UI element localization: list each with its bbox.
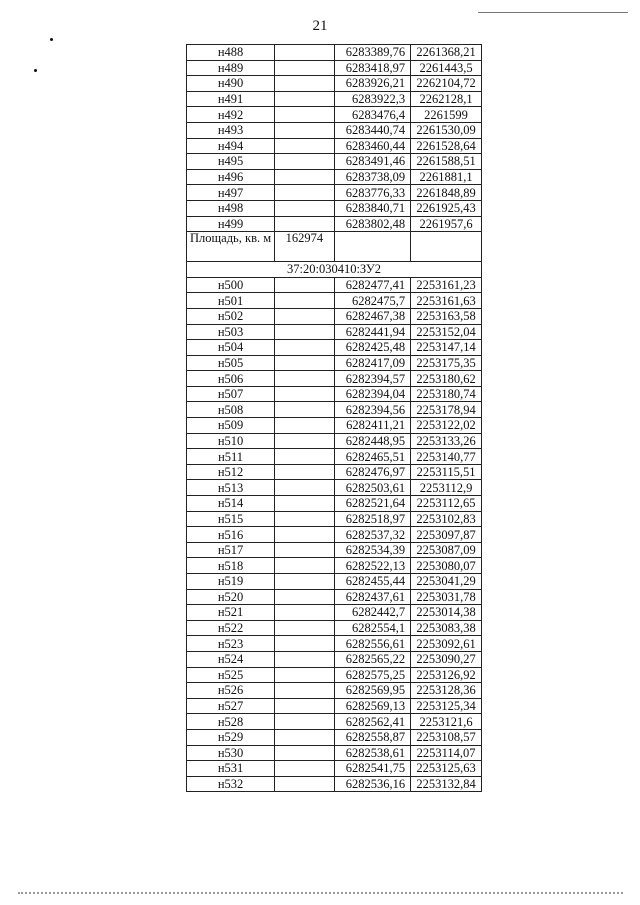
point-id: н509 (187, 418, 275, 434)
point-id: н525 (187, 667, 275, 683)
point-id: н523 (187, 636, 275, 652)
empty-cell (275, 511, 335, 527)
x-coordinate: 6282394,04 (334, 386, 410, 402)
table-row (187, 745, 482, 761)
empty-cell (275, 185, 335, 201)
y-coordinate: 2261881,1 (411, 169, 482, 185)
empty-cell (275, 340, 335, 356)
point-id: н512 (187, 464, 275, 480)
table-row (187, 651, 482, 667)
table-row (187, 558, 482, 574)
x-coordinate: 6283418,97 (334, 60, 410, 76)
point-id: н493 (187, 122, 275, 138)
x-coordinate: 6282518,97 (334, 511, 410, 527)
empty-cell (275, 60, 335, 76)
empty-cell (275, 542, 335, 558)
y-coordinate: 2261528,64 (411, 138, 482, 154)
x-coordinate: 6282455,44 (334, 574, 410, 590)
y-coordinate: 2253133,26 (411, 433, 482, 449)
table-row (187, 107, 482, 123)
x-coordinate: 6283776,33 (334, 185, 410, 201)
y-coordinate: 2262128,1 (411, 91, 482, 107)
table-row (187, 620, 482, 636)
table-row (187, 324, 482, 340)
bottom-edge-line (18, 892, 623, 894)
point-id: н513 (187, 480, 275, 496)
y-coordinate: 2253140,77 (411, 449, 482, 465)
table-row (187, 138, 482, 154)
table-row (187, 698, 482, 714)
x-coordinate: 6283802,48 (334, 216, 410, 232)
point-id: н524 (187, 651, 275, 667)
x-coordinate: 6282562,41 (334, 714, 410, 730)
y-coordinate: 2253092,61 (411, 636, 482, 652)
x-coordinate: 6283922,3 (334, 91, 410, 107)
point-id: н496 (187, 169, 275, 185)
point-id: н502 (187, 308, 275, 324)
empty-cell (275, 558, 335, 574)
section-title: 37:20:030410:ЗУ2 (187, 262, 482, 278)
empty-cell (275, 449, 335, 465)
point-id: н510 (187, 433, 275, 449)
y-coordinate: 2262104,72 (411, 76, 482, 92)
y-coordinate: 2253097,87 (411, 527, 482, 543)
point-id: н498 (187, 200, 275, 216)
empty-cell (275, 169, 335, 185)
empty-cell (275, 667, 335, 683)
point-id: н494 (187, 138, 275, 154)
table-row (187, 574, 482, 590)
point-id: н532 (187, 776, 275, 792)
point-id: н501 (187, 293, 275, 309)
x-coordinate: 6283476,4 (334, 107, 410, 123)
y-coordinate: 2253147,14 (411, 340, 482, 356)
empty-cell (275, 293, 335, 309)
table-row (187, 200, 482, 216)
x-coordinate: 6282475,7 (334, 293, 410, 309)
y-coordinate: 2253112,65 (411, 496, 482, 512)
x-coordinate: 6282437,61 (334, 589, 410, 605)
table-row (187, 402, 482, 418)
section-header-row (187, 262, 482, 278)
empty-cell (275, 91, 335, 107)
point-id: н515 (187, 511, 275, 527)
table-row (187, 293, 482, 309)
x-coordinate: 6282394,57 (334, 371, 410, 387)
empty-cell (275, 527, 335, 543)
x-coordinate: 6282521,64 (334, 496, 410, 512)
x-coordinate: 6283460,44 (334, 138, 410, 154)
x-coordinate: 6282565,22 (334, 651, 410, 667)
point-id: н506 (187, 371, 275, 387)
empty-cell (275, 433, 335, 449)
y-coordinate: 2261848,89 (411, 185, 482, 201)
point-id: н529 (187, 729, 275, 745)
empty-cell (275, 636, 335, 652)
table-row (187, 683, 482, 699)
y-coordinate: 2253126,92 (411, 667, 482, 683)
table-row (187, 464, 482, 480)
empty-cell (275, 277, 335, 293)
y-coordinate: 2253175,35 (411, 355, 482, 371)
table-row (187, 433, 482, 449)
table-row (187, 122, 482, 138)
x-coordinate: 6283840,71 (334, 200, 410, 216)
y-coordinate: 2253180,74 (411, 386, 482, 402)
empty-cell (275, 480, 335, 496)
table-row (187, 589, 482, 605)
x-coordinate: 6282575,25 (334, 667, 410, 683)
top-edge-line (478, 12, 628, 13)
y-coordinate: 2253161,23 (411, 277, 482, 293)
y-coordinate: 2253163,58 (411, 308, 482, 324)
point-id: н508 (187, 402, 275, 418)
y-coordinate: 2253031,78 (411, 589, 482, 605)
empty-cell (275, 683, 335, 699)
empty-cell (275, 418, 335, 434)
x-coordinate: 6282465,51 (334, 449, 410, 465)
y-coordinate: 2253125,34 (411, 698, 482, 714)
x-coordinate: 6282467,38 (334, 308, 410, 324)
x-coordinate: 6282558,87 (334, 729, 410, 745)
y-coordinate: 2253121,6 (411, 714, 482, 730)
x-coordinate: 6283491,46 (334, 154, 410, 170)
y-coordinate: 2253112,9 (411, 480, 482, 496)
y-coordinate: 2253014,38 (411, 605, 482, 621)
table-row (187, 91, 482, 107)
x-coordinate: 6282477,41 (334, 277, 410, 293)
table-row (187, 154, 482, 170)
x-coordinate: 6282538,61 (334, 745, 410, 761)
empty-cell (275, 154, 335, 170)
area-row (187, 232, 482, 262)
empty-cell (275, 122, 335, 138)
y-coordinate: 2261588,51 (411, 154, 482, 170)
y-coordinate: 2253152,04 (411, 324, 482, 340)
table-row (187, 714, 482, 730)
x-coordinate: 6283440,74 (334, 122, 410, 138)
point-id: н526 (187, 683, 275, 699)
empty-cell (275, 496, 335, 512)
empty-cell (275, 761, 335, 777)
point-id: н530 (187, 745, 275, 761)
x-coordinate: 6282556,61 (334, 636, 410, 652)
page-number: 21 (312, 18, 328, 34)
x-coordinate: 6282541,75 (334, 761, 410, 777)
empty-cell (275, 355, 335, 371)
x-coordinate: 6282476,97 (334, 464, 410, 480)
x-coordinate: 6282534,39 (334, 542, 410, 558)
y-coordinate: 2261925,43 (411, 200, 482, 216)
x-coordinate: 6282425,48 (334, 340, 410, 356)
table-row (187, 340, 482, 356)
empty-cell (275, 776, 335, 792)
table-row (187, 449, 482, 465)
x-coordinate: 6282394,56 (334, 402, 410, 418)
x-coordinate: 6282441,94 (334, 324, 410, 340)
y-coordinate: 2253125,63 (411, 761, 482, 777)
empty-cell (275, 200, 335, 216)
x-coordinate: 6282442,7 (334, 605, 410, 621)
area-label: Площадь, кв. м (187, 232, 275, 262)
area-empty-cell (334, 232, 410, 262)
y-coordinate: 2253087,09 (411, 542, 482, 558)
point-id: н519 (187, 574, 275, 590)
y-coordinate: 2253128,36 (411, 683, 482, 699)
point-id: н495 (187, 154, 275, 170)
x-coordinate: 6282537,32 (334, 527, 410, 543)
empty-cell (275, 714, 335, 730)
y-coordinate: 2253122,02 (411, 418, 482, 434)
point-id: н520 (187, 589, 275, 605)
point-id: н518 (187, 558, 275, 574)
table-row (187, 60, 482, 76)
point-id: н514 (187, 496, 275, 512)
x-coordinate: 6282569,95 (334, 683, 410, 699)
y-coordinate: 2253083,38 (411, 620, 482, 636)
point-id: н505 (187, 355, 275, 371)
y-coordinate: 2261443,5 (411, 60, 482, 76)
point-id: н504 (187, 340, 275, 356)
area-value: 162974 (275, 232, 335, 262)
y-coordinate: 2253041,29 (411, 574, 482, 590)
empty-cell (275, 216, 335, 232)
margin-mark (34, 69, 37, 72)
y-coordinate: 2253108,57 (411, 729, 482, 745)
empty-cell (275, 729, 335, 745)
empty-cell (275, 698, 335, 714)
point-id: н517 (187, 542, 275, 558)
x-coordinate: 6282448,95 (334, 433, 410, 449)
empty-cell (275, 138, 335, 154)
x-coordinate: 6283926,21 (334, 76, 410, 92)
table-row (187, 511, 482, 527)
point-id: н507 (187, 386, 275, 402)
y-coordinate: 2253180,62 (411, 371, 482, 387)
empty-cell (275, 651, 335, 667)
point-id: н500 (187, 277, 275, 293)
point-id: н511 (187, 449, 275, 465)
table-row (187, 605, 482, 621)
point-id: н488 (187, 45, 275, 61)
y-coordinate: 2253115,51 (411, 464, 482, 480)
empty-cell (275, 745, 335, 761)
table-row (187, 542, 482, 558)
y-coordinate: 2253102,83 (411, 511, 482, 527)
point-id: н499 (187, 216, 275, 232)
point-id: н531 (187, 761, 275, 777)
table-row (187, 277, 482, 293)
empty-cell (275, 308, 335, 324)
empty-cell (275, 589, 335, 605)
table-row (187, 216, 482, 232)
y-coordinate: 2253178,94 (411, 402, 482, 418)
empty-cell (275, 45, 335, 61)
table-row (187, 496, 482, 512)
point-id: н527 (187, 698, 275, 714)
area-block (187, 232, 482, 278)
point-id: н528 (187, 714, 275, 730)
x-coordinate: 6283738,09 (334, 169, 410, 185)
table-row (187, 527, 482, 543)
y-coordinate: 2261530,09 (411, 122, 482, 138)
table-row (187, 776, 482, 792)
y-coordinate: 2261957,6 (411, 216, 482, 232)
empty-cell (275, 620, 335, 636)
group1-rows (187, 45, 482, 232)
table-row (187, 308, 482, 324)
point-id: н490 (187, 76, 275, 92)
empty-cell (275, 76, 335, 92)
y-coordinate: 2253132,84 (411, 776, 482, 792)
x-coordinate: 6282417,09 (334, 355, 410, 371)
empty-cell (275, 107, 335, 123)
x-coordinate: 6282569,13 (334, 698, 410, 714)
x-coordinate: 6282411,21 (334, 418, 410, 434)
x-coordinate: 6282522,13 (334, 558, 410, 574)
table-row (187, 761, 482, 777)
table-row (187, 76, 482, 92)
point-id: н492 (187, 107, 275, 123)
empty-cell (275, 402, 335, 418)
table-row (187, 667, 482, 683)
x-coordinate: 6282536,16 (334, 776, 410, 792)
y-coordinate: 2253090,27 (411, 651, 482, 667)
point-id: н491 (187, 91, 275, 107)
table-row (187, 185, 482, 201)
empty-cell (275, 605, 335, 621)
table-row (187, 729, 482, 745)
table-row (187, 418, 482, 434)
coordinates-table (186, 44, 482, 792)
x-coordinate: 6282554,1 (334, 620, 410, 636)
table-row (187, 371, 482, 387)
table-row (187, 45, 482, 61)
table-row (187, 636, 482, 652)
y-coordinate: 2253161,63 (411, 293, 482, 309)
point-id: н521 (187, 605, 275, 621)
y-coordinate: 2253080,07 (411, 558, 482, 574)
table-row (187, 386, 482, 402)
empty-cell (275, 574, 335, 590)
y-coordinate: 2261599 (411, 107, 482, 123)
point-id: н522 (187, 620, 275, 636)
empty-cell (275, 371, 335, 387)
table-row (187, 480, 482, 496)
margin-mark (50, 38, 53, 41)
empty-cell (275, 386, 335, 402)
x-coordinate: 6282503,61 (334, 480, 410, 496)
point-id: н489 (187, 60, 275, 76)
point-id: н497 (187, 185, 275, 201)
group2-rows (187, 277, 482, 792)
area-empty-cell (411, 232, 482, 262)
point-id: н503 (187, 324, 275, 340)
empty-cell (275, 464, 335, 480)
table-row (187, 355, 482, 371)
y-coordinate: 2261368,21 (411, 45, 482, 61)
point-id: н516 (187, 527, 275, 543)
x-coordinate: 6283389,76 (334, 45, 410, 61)
table-row (187, 169, 482, 185)
y-coordinate: 2253114,07 (411, 745, 482, 761)
empty-cell (275, 324, 335, 340)
